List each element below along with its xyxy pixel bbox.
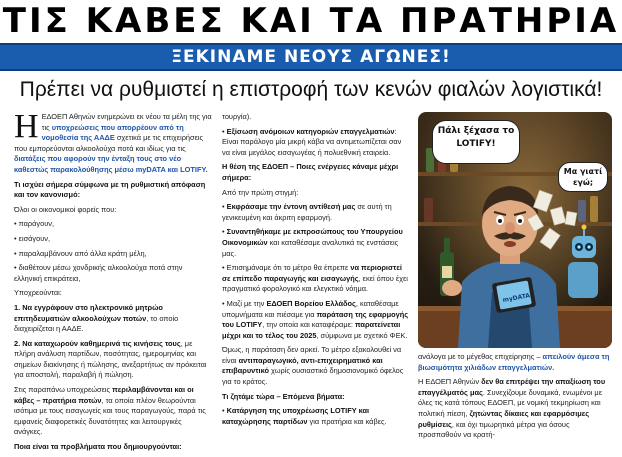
masthead bbox=[0, 0, 622, 42]
numbered-item: 2. Να καταχωρούν καθημερινά τις κινήσεις τους, με πλήρη ανάλυση παρτίδων, ποσότητας, ημερομηνίας και σημείων διακίνησης ή πώλησης, ανεξαρτήτως αν πρόκειται για αποστολή, παραλαβή ή πώληση. bbox=[14, 338, 207, 380]
paragraph: Υποχρεούνται: bbox=[14, 288, 62, 298]
paragraph: Όλοι οι οικονομικοί φορείς που: bbox=[14, 204, 117, 214]
speech-bubble-owner: Πάλι ξέχασα το LOTIFY! bbox=[432, 120, 520, 164]
intro-paragraph: Η ΕΔΟΕΠ Αθηνών ενημερώνει εκ νέου τα μέλη της για τις υποχρεώσεις που απορρέουν από τη νομοθεσία της ΑΑΔΕ σχετικά με τις επιχειρήσεις που εμπορεύονται αλκοολούχα ποτά και ιδίως για τις διατάξεις που αφορούν την ένταξη τους στο νέο καθεστώς παρακολούθησης μέσω myDATA και LOTIFY. bbox=[14, 108, 212, 174]
list-item: • Συναντηθήκαμε με εκπροσώπους του Υπουργείου Οικονομικών και καταθέσαμε αναλυτικά τις ενστάσεις μας. bbox=[222, 227, 410, 259]
cartoon-illustration bbox=[418, 112, 612, 348]
list-item: • παράγουν, bbox=[14, 219, 212, 230]
article-column-2 bbox=[222, 112, 410, 431]
subheading-next-steps: Τι ζητάμε τώρα – Επόμενα βήματα: bbox=[222, 391, 345, 401]
list-item: • Εκφράσαμε την έντονη αντίθεσή μας σε αυτή τη γενικευμένη και άκριτη εφαρμογή. bbox=[222, 202, 410, 223]
paragraph: Όμως, η παράταση δεν αρκεί. Το μέτρο εξακολουθεί να είναι αντιπαραγωγικό, αντι-επιχειρηματικό και επιβαρυντικό χωρίς ουσιαστικό δημοσιονομικό όφελος για το κράτος. bbox=[222, 345, 404, 387]
section-banner bbox=[0, 43, 622, 71]
tablet-label: myDATA bbox=[502, 292, 531, 304]
list-item: • διαθέτουν μέσω χονδρικής αλκοολούχα ποτά στην ελληνική επικράτεια, bbox=[14, 263, 212, 284]
speech-bubble-robot: Μα γιατί εγώ; bbox=[558, 162, 608, 192]
numbered-item: 1. Να εγγράφουν στο ηλεκτρονικό μητρώο επιτηδευματιών αλκοολούχων ποτών, το οποίο διαχειρίζεται η ΑΑΔΕ. bbox=[14, 302, 179, 334]
paragraph: τουργία). bbox=[222, 112, 252, 121]
paragraph: ανάλογα με το μέγεθος επιχείρησης – απειλούν άμεσα τη βιωσιμότητα χιλιάδων επαγγελματιών. bbox=[418, 352, 610, 372]
article-headline: Πρέπει να ρυθμιστεί η επιστροφή των κενών φιαλών λογιστικά! bbox=[19, 78, 603, 101]
subheading-problems: Ποια είναι τα προβλήματα που δημιουργούνται: bbox=[14, 442, 182, 452]
list-item: • εισάγουν, bbox=[14, 234, 212, 245]
list-item: • Εξίσωση ανόμοιων κατηγοριών επαγγελματιών: Είναι παράλογο μία μικρή κάβα να αντιμετωπίζεται σαν να είναι μεγάλος εισαγωγέας ή πολυεθνική εταιρεία. bbox=[222, 127, 410, 159]
drop-cap: Η bbox=[14, 108, 39, 145]
paragraph: Η ΕΔΟΕΠ Αθηνών δεν θα επιτρέψει την απαξίωση του επαγγέλματός μας. Συνεχίζουμε δυναμικά, ενωμένοι με όλες τις κατά τόπους ΕΔΟΕΠ, με νομική τεκμηρίωση και πολιτική πίεση, ζητώντας δίκαιες και εφαρμόσιμες ρυθμίσεις, και όχι τιμωρητικά μέτρα για όσους προσπαθούν να κρατή- bbox=[418, 377, 606, 440]
subheading-current-rules: Τι ισχύει σήμερα σύμφωνα με τη ρυθμιστική απόφαση και τον κανονισμό: bbox=[14, 179, 206, 200]
paragraph: Στις παραπάνω υποχρεώσεις περιλαμβάνονται και οι κάβες – πρατήρια ποτών, τα οποία πλέον θεωρούνται ισότιμα με τους εισαγωγείς και τους παραγωγούς, παρά τις εμφανείς διαφορετικές δυνατότητες και λειτουργικές ανάγκες. bbox=[14, 385, 206, 437]
list-item: • Επισημάναμε ότι το μέτρο θα έπρεπε να περιοριστεί σε επίπεδο παραγωγής και εισαγωγής, εκεί όπου έχει πραγματικό φορολογικό και ελεγκτικό νόημα. bbox=[222, 263, 410, 295]
article-column-3 bbox=[418, 352, 612, 445]
list-item: • Μαζί με την ΕΔΟΕΠ Βορείου Ελλάδος, καταθέσαμε υπομνήματα και πιέσαμε για παράταση της εφαρμογής του LOTIFY, την οποία και καταφέραμε: παρατείνεται μέχρι και το τέλος του 2025, σύμφωνα με σχετικό ΦΕΚ. bbox=[222, 299, 410, 341]
paragraph: Από την πρώτη στιγμή: bbox=[222, 187, 299, 197]
subheading-position: Η θέση της ΕΔΟΕΠ – Ποιες ενέργειες κάναμε μέχρι σήμερα: bbox=[222, 162, 399, 182]
list-item: • παραλαμβάνουν από άλλα κράτη μέλη, bbox=[14, 249, 212, 260]
masthead-title: ΤΙΣ ΚΑΒΕΣ ΚΑΙ ΤΑ ΠΡΑΤΗΡΙΑ bbox=[2, 1, 620, 41]
article-column-1 bbox=[14, 108, 212, 457]
banner-text: ΞΕΚΙΝΑΜΕ ΝΕΟΥΣ ΑΓΩΝΕΣ! bbox=[171, 47, 451, 67]
list-item: • Κατάργηση της υποχρέωσης LOTIFY και καταχώρησης παρτίδων για πρατήρια και κάβες. bbox=[222, 406, 410, 427]
